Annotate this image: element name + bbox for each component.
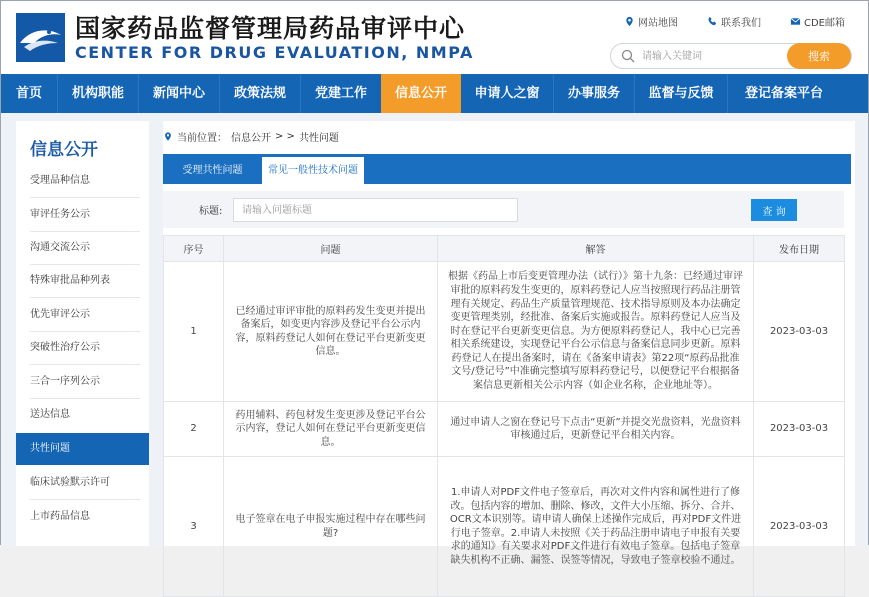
query-button[interactable]: 查 询 bbox=[751, 199, 797, 221]
nav-policy[interactable]: 政策法规 bbox=[233, 86, 286, 101]
nav-registration-platform[interactable]: 登记备案平台 bbox=[744, 86, 823, 101]
sidebar-item-accepted-varieties[interactable]: 受理品种信息 bbox=[30, 175, 90, 186]
sidebar-item-communication[interactable]: 沟通交流公示 bbox=[30, 242, 90, 253]
nav-applicant-window[interactable]: 申请人之窗 bbox=[474, 86, 540, 101]
sidebar-item-breakthrough[interactable]: 突破性治疗公示 bbox=[30, 342, 100, 353]
mail-icon bbox=[790, 16, 801, 27]
sidebar bbox=[16, 121, 149, 546]
email-link[interactable] bbox=[790, 14, 845, 29]
tab-accepted-issues[interactable]: 受理共性问题 bbox=[182, 165, 243, 176]
table-header-row bbox=[164, 236, 845, 262]
column-header-question: 问题 bbox=[224, 236, 438, 262]
contact-link[interactable] bbox=[707, 14, 761, 29]
nav-functions[interactable]: 机构职能 bbox=[71, 86, 124, 101]
row-date: 2023-03-03 bbox=[754, 402, 845, 457]
site-title: 国家药品监督管理局药品审评中心 bbox=[75, 14, 466, 43]
breadcrumb-prefix: 当前位置： bbox=[177, 133, 227, 144]
sidebar-divider bbox=[30, 197, 140, 198]
breadcrumb-current: 共性问题 bbox=[298, 133, 339, 144]
table-row bbox=[164, 262, 845, 402]
row-answer: 1.申请人对PDF文件电子签章后，再次对文件内容和属性进行了修改。包括内容的增加、删除、修改，文件大小压缩、拆分、合并、OCR文本识别等。请申请人确保上述操作完成后，再对PDF文件进行电子签章。2.申请人未按照《关于药品注册申请电子申报有关要求的通知》有关要求对PDF文件进行有效电子签章。包括电子签章缺失机构不正确、漏签、误签等情况，导致电子签章校验不通过。 bbox=[438, 457, 754, 597]
site-header bbox=[1, 1, 868, 74]
row-number: 3 bbox=[164, 457, 224, 597]
location-pin-icon bbox=[163, 131, 173, 142]
contact-label: 联系我们 bbox=[721, 18, 761, 29]
nav-party[interactable]: 党建工作 bbox=[314, 86, 367, 101]
row-number: 1 bbox=[164, 262, 224, 402]
sidebar-item-priority-review[interactable]: 优先审评公示 bbox=[30, 309, 90, 320]
sitemap-link[interactable] bbox=[624, 14, 678, 29]
search-button[interactable]: 搜索 bbox=[787, 43, 851, 69]
issues-table bbox=[163, 235, 845, 597]
table-row bbox=[164, 457, 845, 597]
sidebar-item-common-issues[interactable]: 共性问题 bbox=[16, 433, 149, 465]
tab-bar bbox=[163, 154, 851, 184]
search-input[interactable] bbox=[642, 48, 782, 65]
breadcrumb bbox=[163, 129, 339, 144]
phone-icon bbox=[707, 16, 718, 27]
row-number: 2 bbox=[164, 402, 224, 457]
row-question[interactable]: 已经通过审评审批的原料药发生变更并提出备案后，如变更内容涉及登记平台公示内容，原料药登记人如何在登记平台更新变更信息。 bbox=[224, 262, 438, 402]
site-subtitle: CENTER FOR DRUG EVALUATION, NMPA bbox=[75, 43, 474, 62]
location-pin-icon bbox=[624, 16, 635, 27]
query-bar bbox=[163, 191, 844, 228]
search-icon bbox=[621, 49, 635, 63]
column-header-answer: 解答 bbox=[438, 236, 754, 262]
sidebar-divider bbox=[30, 364, 140, 365]
breadcrumb-info-disclosure[interactable]: 信息公开 bbox=[231, 133, 271, 144]
sidebar-divider bbox=[30, 297, 140, 298]
title-search-input[interactable] bbox=[233, 198, 518, 222]
row-answer: 根据《药品上市后变更管理办法（试行）》第十九条：已经通过审评审批的原料药发生变更的，原料药登记人应当按照现行药品注册管理有关规定、药品生产质量管理规范、技术指导原则及本办法确定变更管理类别，经批准、备案后实施或报告。原料药登记人应当及时在登记平台更新变更信息。为方便原料药登记人，我中心已完善相关系统建设，实现登记平台公示信息与备案信息同步更新。原料药登记人在提出备案时，请在《备案申请表》第22项“原药品批准文号/登记号”中准确完整填写原料药登记号，以便登记平台根据备案信息更新相关公示内容（如企业名称，企业地址等）。 bbox=[438, 262, 754, 402]
nav-supervision[interactable]: 监督与反馈 bbox=[648, 86, 714, 101]
sidebar-item-delivery-info[interactable]: 送达信息 bbox=[30, 409, 70, 420]
cde-logo[interactable] bbox=[16, 13, 65, 62]
sidebar-item-three-in-one[interactable]: 三合一序列公示 bbox=[30, 376, 100, 387]
tab-technical-questions[interactable]: 常见一般性技术问题 bbox=[262, 157, 364, 184]
sidebar-divider bbox=[30, 499, 140, 500]
nav-news[interactable]: 新闻中心 bbox=[152, 86, 205, 101]
sidebar-item-clinical-trial[interactable]: 临床试验默示许可 bbox=[30, 477, 110, 488]
row-answer: 通过申请人之窗在登记号下点击“更新”并提交光盘资料，光盘资料审核通过后，更新登记平台相关内容。 bbox=[438, 402, 754, 457]
sidebar-title: 信息公开 bbox=[30, 140, 98, 160]
nav-services[interactable]: 办事服务 bbox=[567, 86, 620, 101]
email-label: CDE邮箱 bbox=[804, 18, 846, 29]
title-label: 标题: bbox=[199, 206, 223, 217]
nav-info-disclosure[interactable]: 信息公开 bbox=[381, 74, 461, 113]
sidebar-item-review-tasks[interactable]: 审评任务公示 bbox=[30, 209, 90, 220]
table-row bbox=[164, 402, 845, 457]
column-header-date: 发布日期 bbox=[754, 236, 845, 262]
row-date: 2023-03-03 bbox=[754, 262, 845, 402]
row-question[interactable]: 药用辅料、药包材发生变更涉及登记平台公示内容，登记人如何在登记平台更新变更信息。 bbox=[224, 402, 438, 457]
row-date: 2023-03-03 bbox=[754, 457, 845, 597]
main-content bbox=[163, 121, 855, 566]
row-question[interactable]: 电子签章在电子申报实施过程中存在哪些问题? bbox=[224, 457, 438, 597]
main-nav bbox=[1, 74, 868, 113]
breadcrumb-separator: > > bbox=[275, 131, 295, 142]
nav-home[interactable]: 首页 bbox=[15, 86, 42, 101]
sidebar-item-special-approval[interactable]: 特殊审批品种列表 bbox=[30, 275, 110, 286]
sidebar-item-listed-drugs[interactable]: 上市药品信息 bbox=[30, 511, 90, 522]
sitemap-label: 网站地图 bbox=[638, 18, 678, 29]
column-header-no: 序号 bbox=[164, 236, 224, 262]
